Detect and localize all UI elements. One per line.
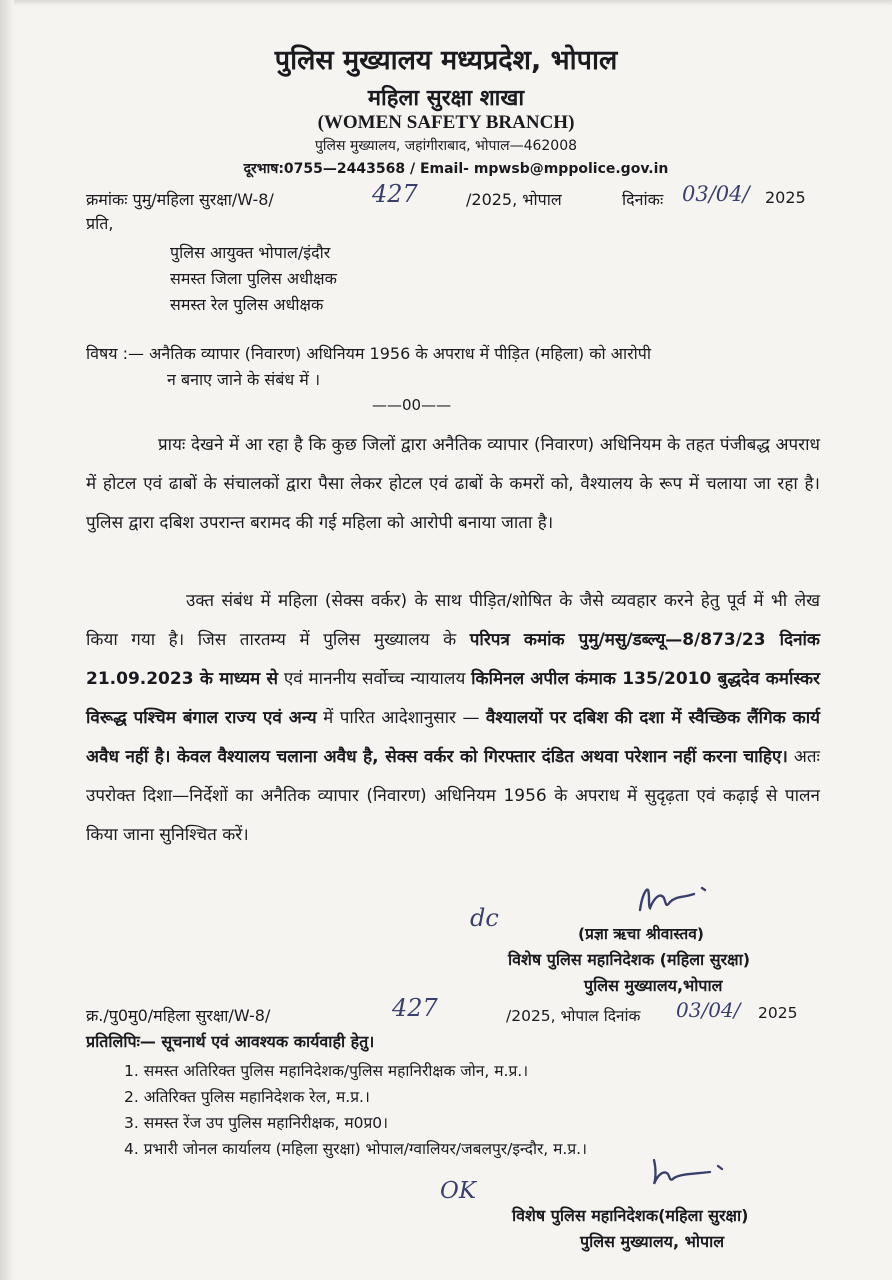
- subject-line-1: विषय :— अनैतिक व्यापार (निवारण) अधिनियम 1956 के अपराध में पीड़ित (महिला) को आरोपी: [86, 344, 652, 363]
- reference-year-place: /2025, भोपाल: [466, 190, 562, 209]
- para2-part-e: में पारित आदेशानुसार —: [316, 708, 486, 728]
- letterhead-address: पुलिस मुख्यालय, जहांगीराबाद, भोपाल—462008: [314, 138, 578, 154]
- recipient-item: समस्त जिला पुलिस अधीक्षक: [170, 269, 337, 288]
- copy-ref-number: 427: [392, 994, 438, 1022]
- para2-circular-ref: परिपत्र कमांक पुमु/मसु/डब्ल्यू—8/873/23 दिनांक 21.09.2023 के माध्यम से: [86, 630, 820, 689]
- para2-part-c: एवं माननीय सर्वोच्च न्यायालय: [278, 669, 472, 689]
- reference-label: क्रमांकः पुमु/महिला सुरक्षा/W-8/: [86, 190, 274, 209]
- scan-edge-top: [0, 0, 892, 6]
- letterhead-branch-english: (WOMEN SAFETY BRANCH): [317, 112, 575, 133]
- signatory2-initials: OK: [440, 1178, 477, 1204]
- signatory1-designation: विशेष पुलिस महानिदेशक (महिला सुरक्षा): [508, 950, 751, 969]
- signatory1-initials: dc: [470, 904, 499, 932]
- reference-date-label: दिनांकः: [622, 190, 664, 209]
- reference-date-value: 03/04/: [682, 182, 750, 206]
- para2-part-a: उक्त संबंध में महिला (सेक्स वर्कर) के साथ पीड़ित/शोषित के जैसे व्यवहार करने हेतु पूर्व में भी लेख किया गया है। जिस तारतम्य में पुलिस मुख्यालय के: [86, 591, 820, 650]
- recipients-list: [170, 240, 337, 318]
- copy-recipient-list: [124, 1058, 587, 1162]
- copy-ref-label: क्र./पु0मु0/महिला सुरक्षा/W-8/: [86, 1006, 271, 1025]
- letterhead-title: पुलिस मुख्यालय मध्यप्रदेश, भोपाल: [274, 45, 618, 76]
- letterhead-branch-hindi: महिला सुरक्षा शाखा: [367, 86, 525, 111]
- para2-part-g: अतः उपरोक्त दिशा—निर्देशों का अनैतिक व्यापार (निवारण) अधिनियम 1956 के अपराध में सुदृढ़ता एवं कढ़ाई से पालन किया जाना सुनिश्चित करें।: [86, 747, 820, 845]
- copy-recipient-item: 2. अतिरिक्त पुलिस महानिदेशक रेल, म.प्र.।: [124, 1088, 370, 1106]
- signature-mark-1: [636, 882, 716, 918]
- body-paragraph-2: [86, 582, 820, 855]
- subject-separator: ——00——: [372, 396, 452, 414]
- signatory2-designation: विशेष पुलिस महानिदेशक(महिला सुरक्षा): [512, 1206, 749, 1225]
- para2-directive: वैश्यालयों पर दबिश की दशा में स्वैच्छिक लैंगिक कार्य अवैध नहीं है। केवल वैश्यालय चलाना अवैध है, सेक्स वर्कर को गिरफ्तार दंडित अथवा परेशान नहीं करना चाहिए।: [86, 708, 820, 767]
- copy-ref-year: 2025: [758, 1004, 798, 1022]
- recipients-prati: प्रति,: [86, 214, 114, 233]
- body-paragraph-1: प्रायः देखने में आ रहा है कि कुछ जिलों द्वारा अनैतिक व्यापार (निवारण) अधिनियम के तहत पंजीबद्ध अपराध में होटल एवं ढाबों के संचालकों द्वारा पैसा लेकर होटल एवं ढाबों के कमरों को, वैश्यालय के रूप में चलाया जा रहा है। पुलिस द्वारा दबिश उपरान्त बरामद की गई महिला को आरोपी बनाया जाता है।: [86, 435, 820, 533]
- reference-number: 427: [372, 180, 418, 208]
- copy-heading: प्रतिलिपिः— सूचनार्थ एवं आवश्यक कार्यवाही हेतु।: [86, 1032, 375, 1051]
- signatory1-name: (प्रज्ञा ऋचा श्रीवास्तव): [578, 925, 704, 943]
- letterhead-contact: दूरभाष:0755—2443568 / Email- mpwsb@mppolice.gov.in: [243, 161, 669, 177]
- copy-ref-date: 03/04/: [676, 998, 741, 1022]
- copy-ref-year-place: /2025, भोपाल दिनांक: [506, 1007, 641, 1025]
- signatory2-office: पुलिस मुख्यालय, भोपाल: [580, 1232, 725, 1251]
- subject-line-2: न बनाए जाने के संबंध में ।: [167, 370, 321, 389]
- scan-edge-left: [0, 0, 14, 1280]
- signatory1-office: पुलिस मुख्यालय,भोपाल: [584, 976, 723, 995]
- para2-appeal-ref: किमिनल अपील कंमाक 135/2010 बुद्धदेव कर्मास्कर विरूद्ध पश्चिम बंगाल राज्य एवं अन्य: [86, 669, 820, 728]
- reference-date-year: 2025: [765, 188, 806, 207]
- copy-recipient-item: 3. समस्त रेंज उप पुलिस महानिरीक्षक, म0प्र0।: [124, 1114, 389, 1132]
- copy-recipient-item: 4. प्रभारी जोनल कार्यालय (महिला सुरक्षा) भोपाल/ग्वालियर/जबलपुर/इन्दौर, म.प्र.।: [124, 1140, 587, 1158]
- recipient-item: समस्त रेल पुलिस अधीक्षक: [170, 295, 324, 314]
- signature-mark-2: [648, 1156, 728, 1188]
- copy-recipient-item: 1. समस्त अतिरिक्त पुलिस महानिदेशक/पुलिस महानिरीक्षक जोन, म.प्र.।: [124, 1062, 529, 1080]
- recipient-item: पुलिस आयुक्त भोपाल/इंदौर: [170, 243, 331, 262]
